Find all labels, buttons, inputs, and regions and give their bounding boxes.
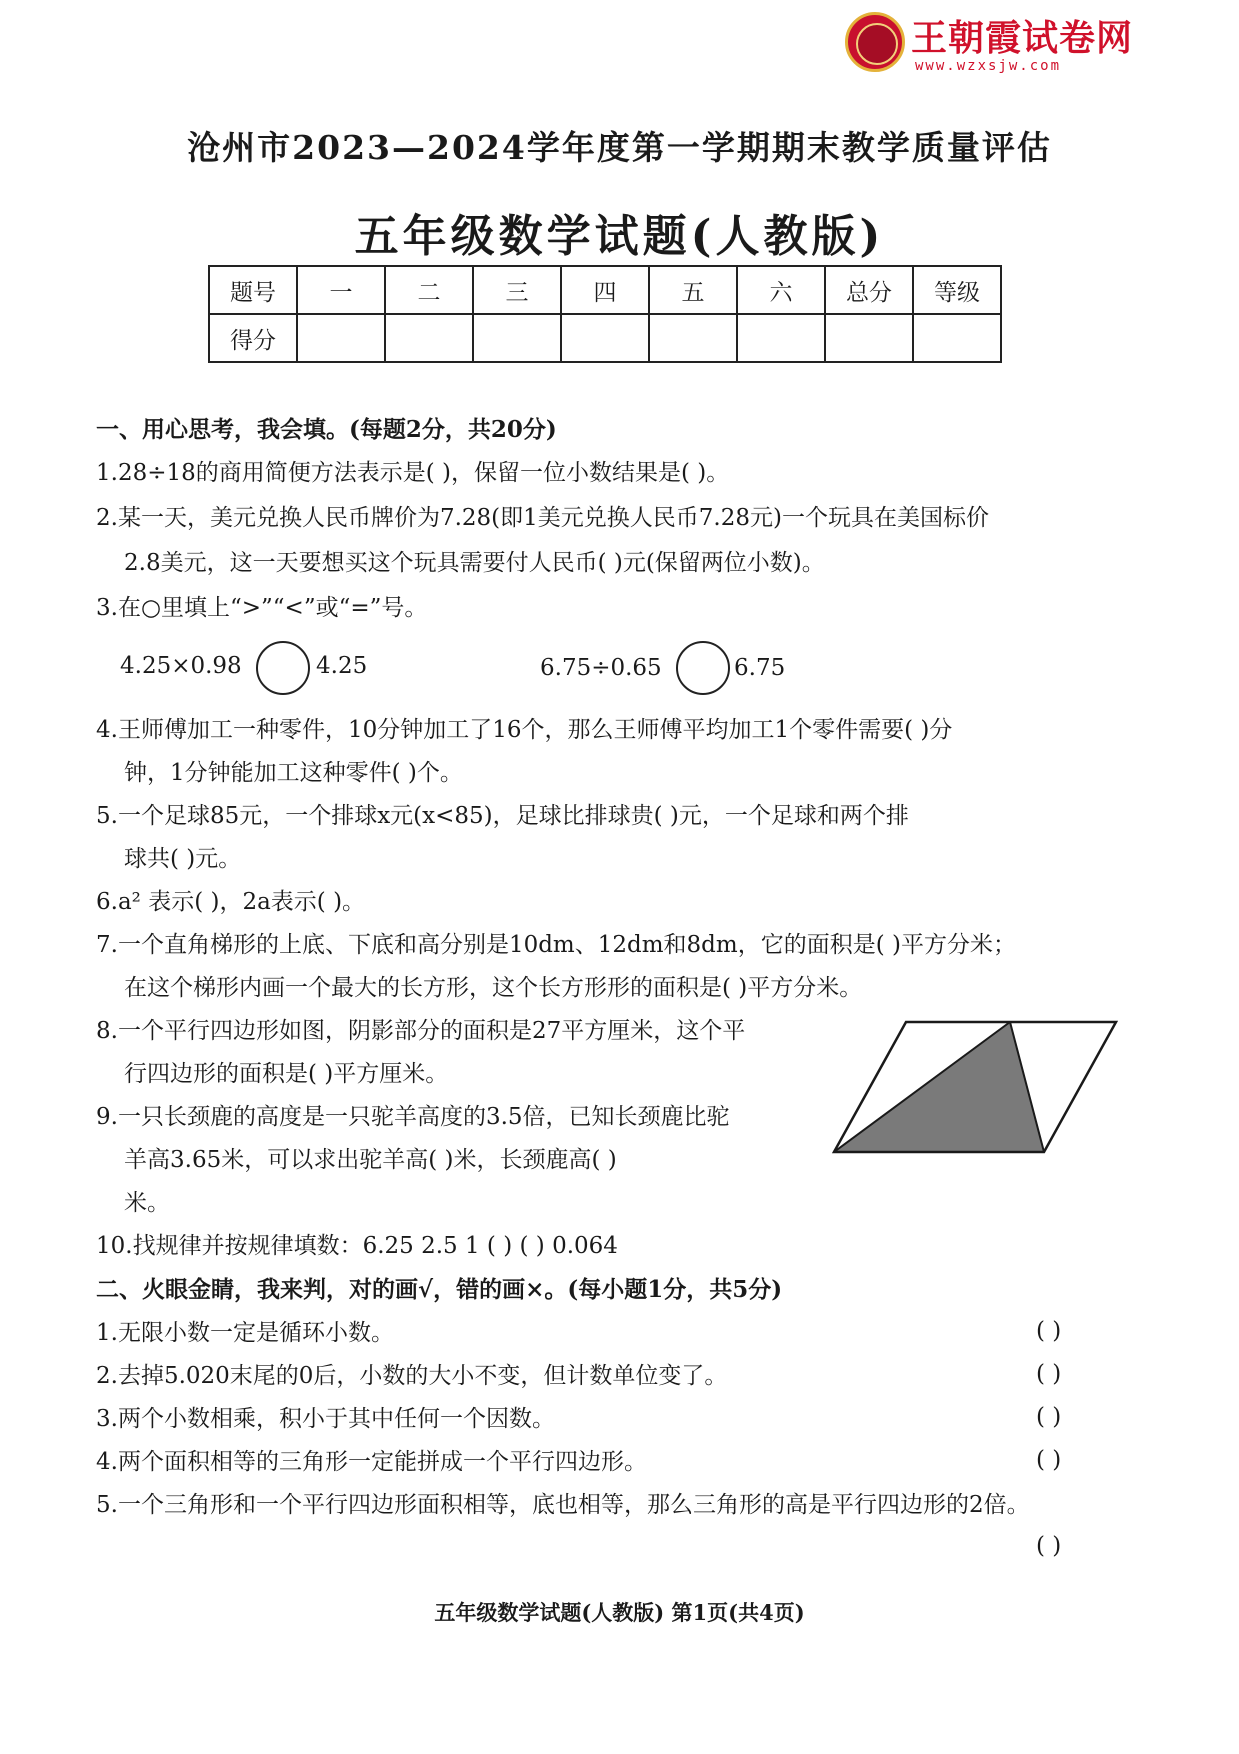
score-cell: 五 (649, 266, 737, 314)
judge-item-4: 4.两个面积相等的三角形一定能拼成一个平行四边形。 (96, 1449, 647, 1475)
judge-answer-bracket[interactable]: ( ) (1036, 1404, 1062, 1430)
question-8-line2: 行四边形的面积是( )平方厘米。 (124, 1061, 449, 1087)
q3-right-expr: 6.75÷0.65 (540, 655, 662, 681)
score-cell: 一 (297, 266, 385, 314)
score-cell: 四 (561, 266, 649, 314)
judge-answer-bracket[interactable]: ( ) (1036, 1361, 1062, 1387)
score-cell: 六 (737, 266, 825, 314)
score-cell: 等级 (913, 266, 1001, 314)
parallelogram-figure (830, 1018, 1120, 1158)
judge-answer-bracket[interactable]: ( ) (1036, 1318, 1062, 1344)
question-10: 10.找规律并按规律填数：6.25 2.5 1 ( ) ( ) 0.064 (96, 1233, 618, 1259)
question-7-line2: 在这个梯形内画一个最大的长方形，这个长方形形的面积是( )平方分米。 (124, 975, 863, 1001)
question-8-line1: 8.一个平行四边形如图，阴影部分的面积是27平方厘米，这个平 (96, 1018, 746, 1044)
q3-left-rhs: 4.25 (316, 653, 368, 679)
question-5-line1: 5.一个足球85元，一个排球x元(x<85)，足球比排球贵( )元，一个足球和两个排 (96, 803, 909, 829)
question-2-line2: 2.8美元，这一天要想买这个玩具需要付人民币( )元(保留两位小数)。 (124, 550, 825, 576)
score-table-score-row (209, 314, 1001, 362)
logo-url: www.wzxsjw.com (915, 58, 1062, 74)
question-9-line1: 9.一只长颈鹿的高度是一只驼羊高度的3.5倍，已知长颈鹿比驼 (96, 1104, 730, 1130)
score-input-cell[interactable] (825, 314, 913, 362)
exam-title: 沧州市2023—2024学年度第一学期期末教学质量评估 (187, 128, 1052, 167)
q3-left-expr: 4.25×0.98 (120, 653, 242, 679)
score-cell: 题号 (209, 266, 297, 314)
score-table-header-row (209, 266, 1001, 314)
score-cell: 二 (385, 266, 473, 314)
question-4-line1: 4.王师傅加工一种零件，10分钟加工了16个，那么王师傅平均加工1个零件需要( )分 (96, 717, 953, 743)
page-footer: 五年级数学试题(人教版) 第1页(共4页) (434, 1600, 805, 1625)
logo-seal-icon (845, 12, 905, 72)
score-row-label: 得分 (209, 314, 297, 362)
q3-left-answer-circle[interactable] (256, 641, 310, 695)
question-1: 1.28÷18的商用简便方法表示是( )，保留一位小数结果是( )。 (96, 460, 730, 486)
logo-brand: 王朝霞试卷网 (911, 18, 1134, 59)
q3-right-rhs: 6.75 (734, 655, 786, 681)
section2-heading: 二、火眼金睛，我来判，对的画√，错的画×。(每小题1分，共5分) (96, 1276, 783, 1303)
judge-answer-bracket[interactable]: ( ) (1036, 1533, 1062, 1559)
question-3: 3.在○里填上“>”“<”或“=”号。 (96, 595, 428, 621)
score-input-cell[interactable] (913, 314, 1001, 362)
site-logo (845, 10, 1175, 76)
score-input-cell[interactable] (385, 314, 473, 362)
score-input-cell[interactable] (561, 314, 649, 362)
question-5-line2: 球共( )元。 (124, 846, 242, 872)
judge-answer-bracket[interactable]: ( ) (1036, 1447, 1062, 1473)
score-cell: 总分 (825, 266, 913, 314)
question-2-line1: 2.某一天，美元兑换人民币牌价为7.28(即1美元兑换人民币7.28元)一个玩具在美国标价 (96, 505, 989, 531)
score-cell: 三 (473, 266, 561, 314)
score-table (208, 265, 1002, 363)
question-4-line2: 钟，1分钟能加工这种零件( )个。 (124, 760, 463, 786)
judge-item-3: 3.两个小数相乘，积小于其中任何一个因数。 (96, 1406, 555, 1432)
question-7-line1: 7.一个直角梯形的上底、下底和高分别是10dm、12dm和8dm，它的面积是( )平方分米； (96, 932, 1016, 958)
q3-right-answer-circle[interactable] (676, 641, 730, 695)
score-input-cell[interactable] (649, 314, 737, 362)
score-input-cell[interactable] (473, 314, 561, 362)
question-9-line3: 米。 (124, 1190, 170, 1216)
shaded-triangle (834, 1022, 1044, 1152)
exam-subtitle: 五年级数学试题(人教版) (354, 211, 885, 262)
judge-item-2: 2.去掉5.020末尾的0后，小数的大小不变，但计数单位变了。 (96, 1363, 728, 1389)
judge-item-5: 5.一个三角形和一个平行四边形面积相等，底也相等，那么三角形的高是平行四边形的2倍。 (96, 1492, 1030, 1518)
question-6: 6.a² 表示( )，2a表示( )。 (96, 889, 366, 915)
score-input-cell[interactable] (297, 314, 385, 362)
question-9-line2: 羊高3.65米，可以求出驼羊高( )米，长颈鹿高( ) (124, 1147, 617, 1173)
judge-item-1: 1.无限小数一定是循环小数。 (96, 1320, 394, 1346)
section1-heading: 一、用心思考，我会填。(每题2分，共20分) (96, 416, 557, 443)
score-input-cell[interactable] (737, 314, 825, 362)
